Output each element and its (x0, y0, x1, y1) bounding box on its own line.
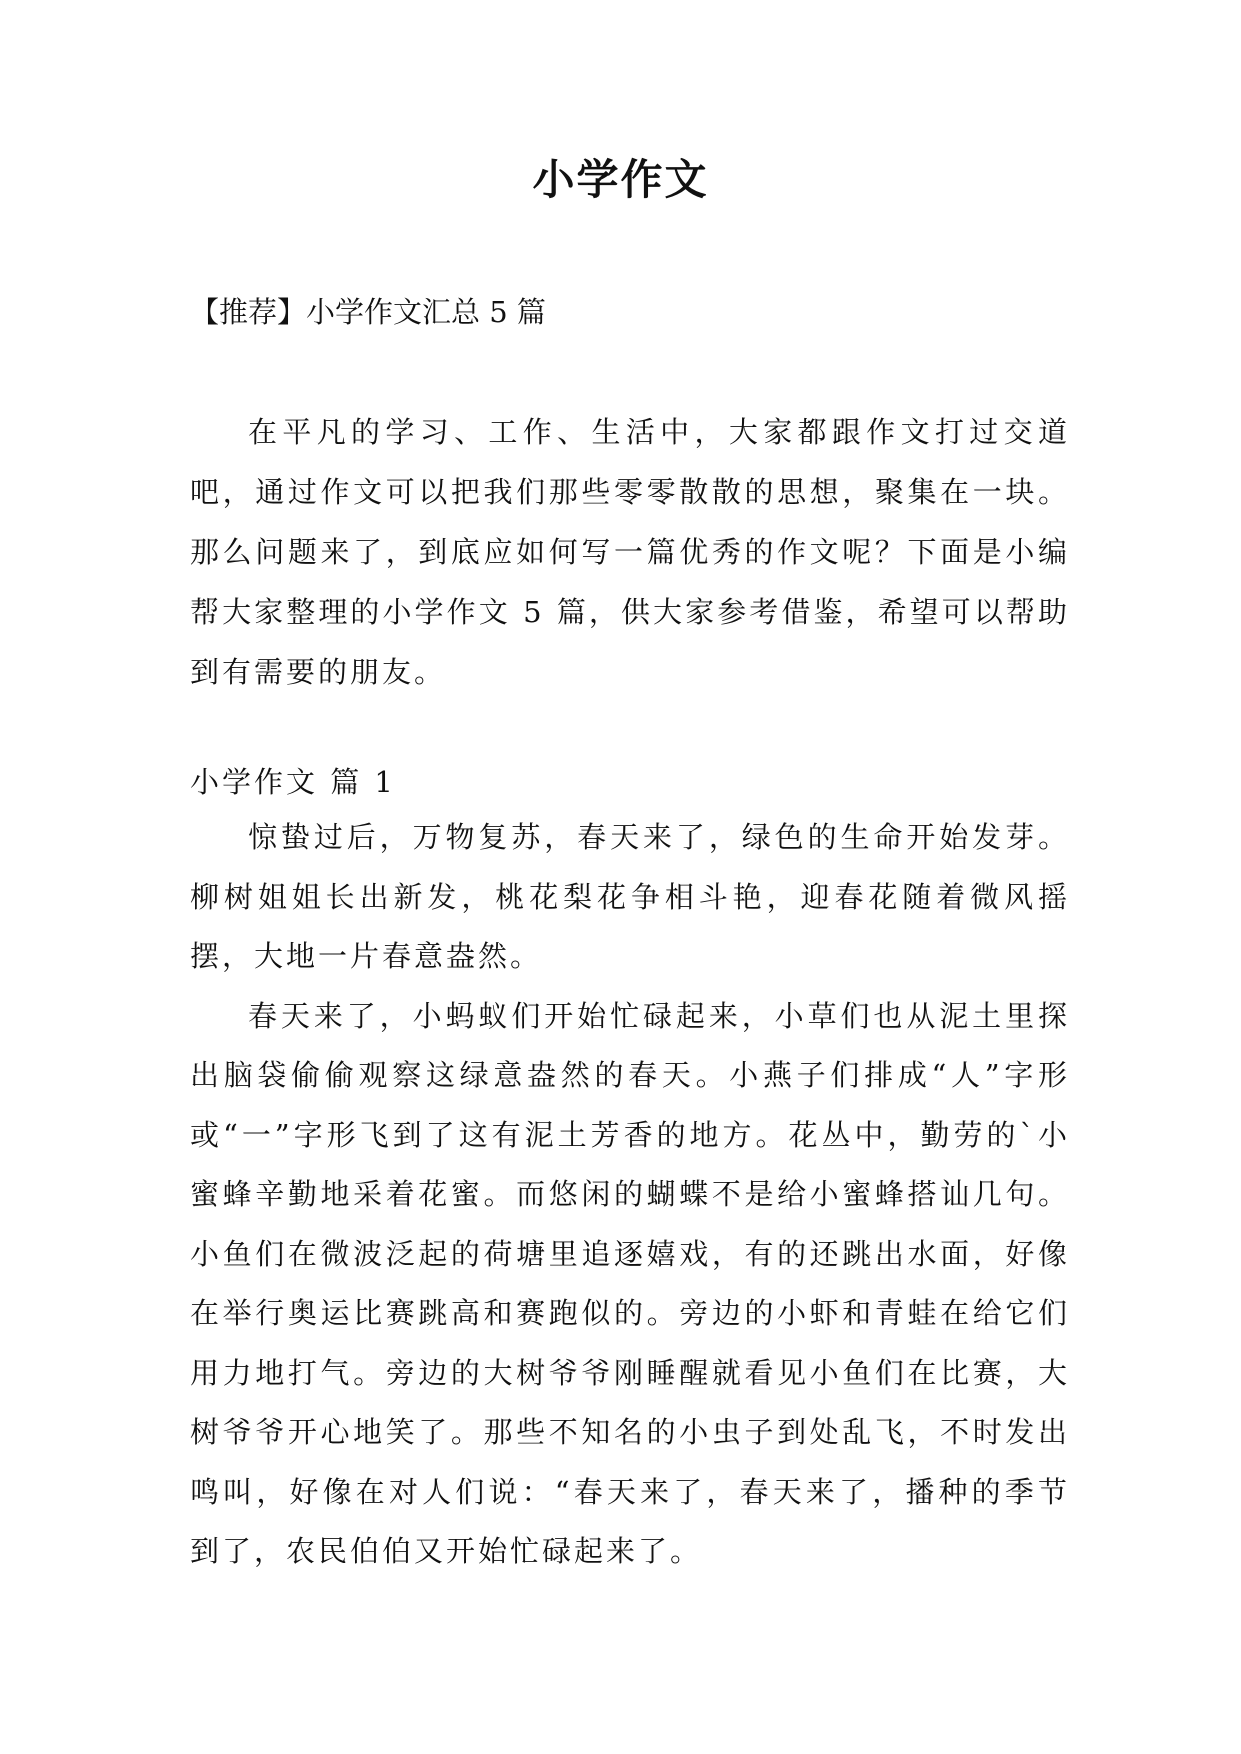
intro-paragraph: 在平凡的学习、工作、生活中，大家都跟作文打过交道吧，通过作文可以把我们那些零零散散的思想，聚集在一块。那么问题来了，到底应如何写一篇优秀的作文呢？下面是小编帮大家整理的小学作文 5 篇，供大家参考借鉴，希望可以帮助到有需要的朋友。 (190, 415, 1070, 689)
document-title: 小学作文 (532, 155, 709, 204)
essay-body (190, 808, 1070, 1582)
essay-paragraph-1: 惊蛰过后，万物复苏，春天来了，绿色的生命开始发芽。柳树姐姐长出新发，桃花梨花争相斗艳，迎春花随着微风摇摆，大地一片春意盎然。 (190, 820, 1070, 973)
document-subtitle: 【推荐】小学作文汇总 5 篇 (190, 295, 546, 329)
essay-paragraph-2: 春天来了，小蚂蚁们开始忙碌起来，小草们也从泥土里探出脑袋偷偷观察这绿意盎然的春天。小燕子们排成“人”字形或“一”字形飞到了这有泥土芳香的地方。花丛中，勤劳的`小蜜蜂辛勤地采着花蜜。而悠闲的蝴蝶不是给小蜜蜂搭讪几句。小鱼们在微波泛起的荷塘里追逐嬉戏，有的还跳出水面，好像在举行奥运比赛跳高和赛跑似的。旁边的小虾和青蛙在给它们用力地打气。旁边的大树爷爷刚睡醒就看见小鱼们在比赛，大树爷爷开心地笑了。那些不知名的小虫子到处乱飞，不时发出鸣叫，好像在对人们说：“春天来了，春天来了，播种的季节到了，农民伯伯又开始忙碌起来了。 (190, 998, 1070, 1568)
section-heading: 小学作文 篇 1 (190, 765, 396, 799)
intro-section (190, 402, 1070, 702)
